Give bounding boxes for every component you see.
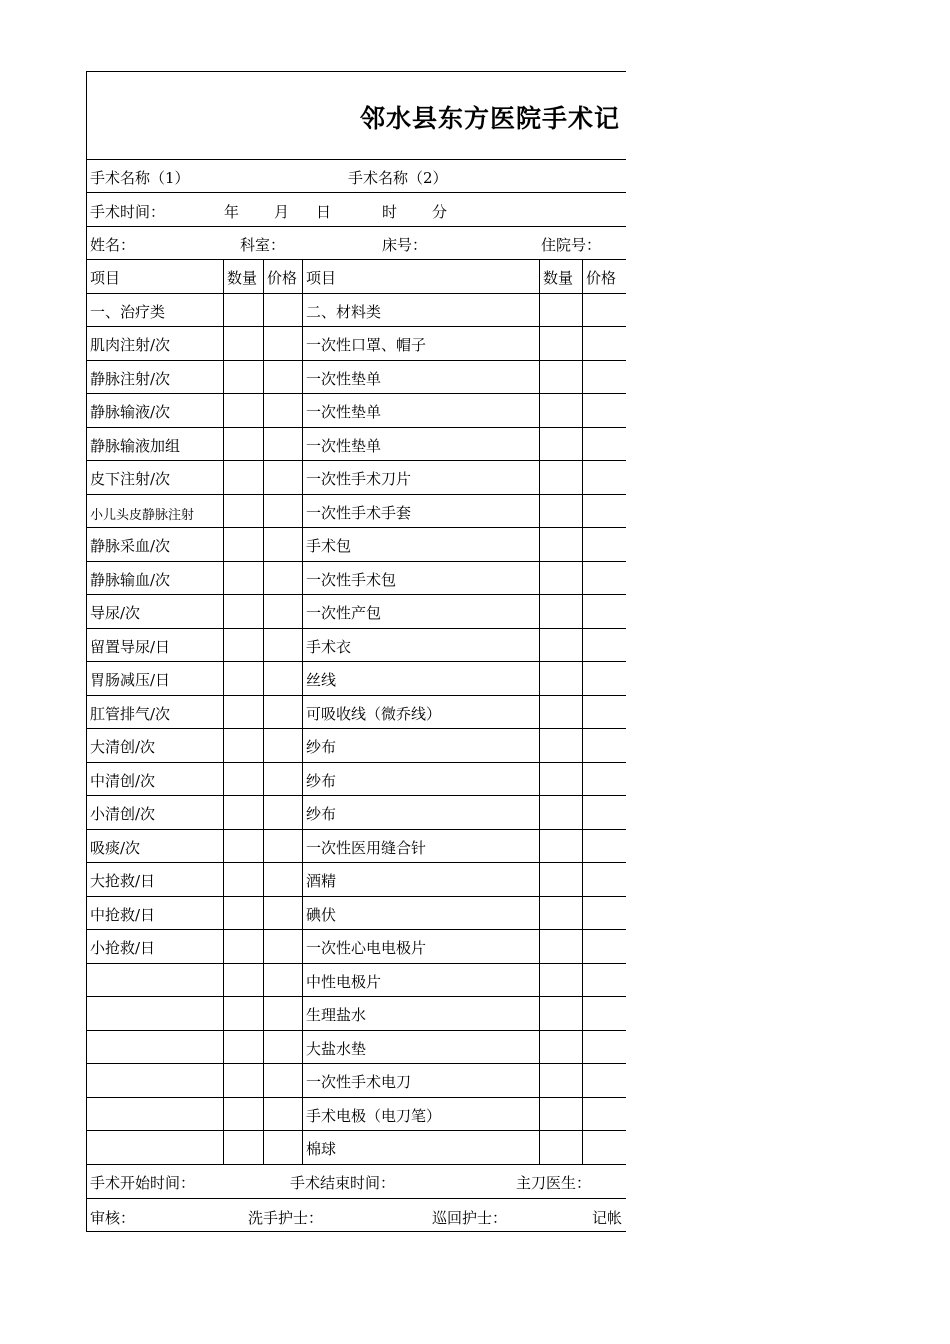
right-item-label: 丝线: [306, 671, 337, 689]
bed-label: 床号：: [382, 236, 428, 254]
left-item-label: 皮下注射/次: [90, 470, 171, 488]
table-row: [86, 361, 626, 395]
table-row: [86, 461, 626, 495]
left-item-label: 静脉输液加组: [90, 436, 181, 455]
col-price-header: 价格: [267, 269, 298, 287]
department-label: 科室：: [240, 236, 286, 254]
left-item-label: 静脉输液/次: [90, 403, 171, 421]
right-item-label: 一次性手术电刀: [306, 1073, 412, 1091]
col-qty2-header: 数量: [543, 269, 574, 287]
end-time-label: 手术结束时间：: [290, 1173, 396, 1192]
right-item-label: 手术包: [306, 537, 352, 555]
right-item-label: 一次性垫单: [306, 369, 382, 388]
review-label: 审核：: [90, 1208, 136, 1227]
right-item-label: 一次性垫单: [306, 436, 382, 455]
staff-signature-row: [86, 1199, 626, 1233]
right-item-label: 棉球: [306, 1140, 337, 1158]
table-row: [86, 897, 626, 931]
col-item2-header: 项目: [306, 269, 337, 287]
left-item-label: 肛管排气/次: [90, 704, 171, 723]
table-row: [86, 1098, 626, 1132]
minute-label: 分: [432, 203, 448, 221]
table-row: [86, 830, 626, 864]
left-item-label: 小儿头皮静脉注射: [90, 507, 195, 523]
table-row: [86, 729, 626, 763]
right-item-label: 二、材料类: [306, 302, 382, 321]
table-row: [86, 796, 626, 830]
table-row: [86, 662, 626, 696]
table-row: [86, 495, 626, 529]
left-item-label: 导尿/次: [90, 604, 141, 622]
left-item-label: 静脉输血/次: [90, 570, 171, 589]
day-label: 日: [316, 203, 332, 221]
year-label: 年: [224, 203, 240, 221]
right-item-label: 一次性手术刀片: [306, 470, 412, 488]
table-row: [86, 428, 626, 462]
right-item-label: 手术电极（电刀笔）: [306, 1106, 442, 1125]
bookkeeper-label: 记帐: [592, 1208, 623, 1227]
left-item-label: 中清创/次: [90, 771, 156, 790]
right-item-label: 纱布: [306, 771, 337, 790]
surgeon-label: 主刀医生：: [516, 1173, 592, 1192]
table-row: [86, 562, 626, 596]
left-item-label: 大抢救/日: [90, 872, 156, 890]
hour-label: 时: [382, 203, 398, 221]
right-item-label: 大盐水垫: [306, 1039, 367, 1058]
right-item-label: 中性电极片: [306, 972, 382, 991]
circulating-nurse-label: 巡回护士：: [432, 1208, 508, 1227]
table-row: [86, 327, 626, 361]
col-price2-header: 价格: [586, 269, 617, 287]
table-row: [86, 997, 626, 1031]
left-item-label: 胃肠减压/日: [90, 671, 171, 689]
right-item-label: 手术衣: [306, 637, 352, 656]
table-row: [86, 763, 626, 797]
right-item-label: 碘伏: [306, 905, 337, 924]
left-item-label: 大清创/次: [90, 738, 156, 756]
name-label: 姓名：: [90, 236, 136, 254]
admission-no-label: 住院号：: [541, 236, 602, 254]
title-row: [86, 71, 626, 160]
column-divider: [263, 260, 264, 1165]
column-divider: [539, 260, 540, 1165]
time-signature-row: [86, 1165, 626, 1199]
column-header-row: [86, 260, 626, 294]
right-item-label: 一次性垫单: [306, 403, 382, 421]
table-row: [86, 964, 626, 998]
column-divider: [223, 260, 224, 1165]
month-label: 月: [274, 203, 290, 221]
right-item-label: 一次性手术手套: [306, 503, 412, 522]
page-title: 邻水县东方医院手术记: [360, 104, 621, 133]
left-item-label: 静脉注射/次: [90, 369, 171, 388]
left-item-label: 小清创/次: [90, 805, 156, 823]
table-row: [86, 696, 626, 730]
left-item-label: 肌肉注射/次: [90, 336, 171, 354]
col-qty-header: 数量: [227, 269, 258, 287]
left-item-label: 吸痰/次: [90, 838, 141, 857]
right-item-label: 一次性口罩、帽子: [306, 336, 427, 354]
right-item-label: 纱布: [306, 805, 337, 823]
scrub-nurse-label: 洗手护士：: [248, 1208, 324, 1227]
left-item-label: 一、治疗类: [90, 302, 166, 321]
right-item-label: 一次性医用缝合针: [306, 838, 427, 857]
right-item-label: 一次性心电电极片: [306, 939, 427, 957]
table-row: [86, 528, 626, 562]
right-item-label: 生理盐水: [306, 1006, 367, 1024]
left-item-label: 小抢救/日: [90, 939, 156, 957]
surgery-record-sheet: [86, 71, 626, 1232]
table-row: [86, 629, 626, 663]
table-row: [86, 863, 626, 897]
patient-info-row: [86, 227, 626, 260]
col-item-header: 项目: [90, 269, 121, 287]
surgery-name-row: [86, 160, 626, 193]
right-item-label: 纱布: [306, 738, 337, 756]
column-divider: [582, 260, 583, 1165]
column-divider: [302, 260, 303, 1165]
table-row: [86, 1031, 626, 1065]
table-row: [86, 1064, 626, 1098]
right-item-label: 酒精: [306, 872, 337, 890]
table-row: [86, 394, 626, 428]
left-item-label: 中抢救/日: [90, 905, 156, 924]
surgery-name-2-label: 手术名称（2）: [348, 169, 448, 187]
start-time-label: 手术开始时间：: [90, 1173, 196, 1192]
surgery-time-row: [86, 193, 626, 227]
table-row: [86, 930, 626, 964]
surgery-name-1-label: 手术名称（1）: [90, 169, 190, 187]
right-item-label: 可吸收线（微乔线）: [306, 704, 442, 723]
table-row: [86, 1131, 626, 1165]
left-item-label: 留置导尿/日: [90, 637, 171, 656]
right-item-label: 一次性产包: [306, 604, 382, 622]
surgery-time-label: 手术时间：: [90, 203, 166, 221]
table-row: [86, 294, 626, 328]
left-item-label: 静脉采血/次: [90, 537, 171, 555]
right-item-label: 一次性手术包: [306, 570, 397, 589]
table-row: [86, 595, 626, 629]
